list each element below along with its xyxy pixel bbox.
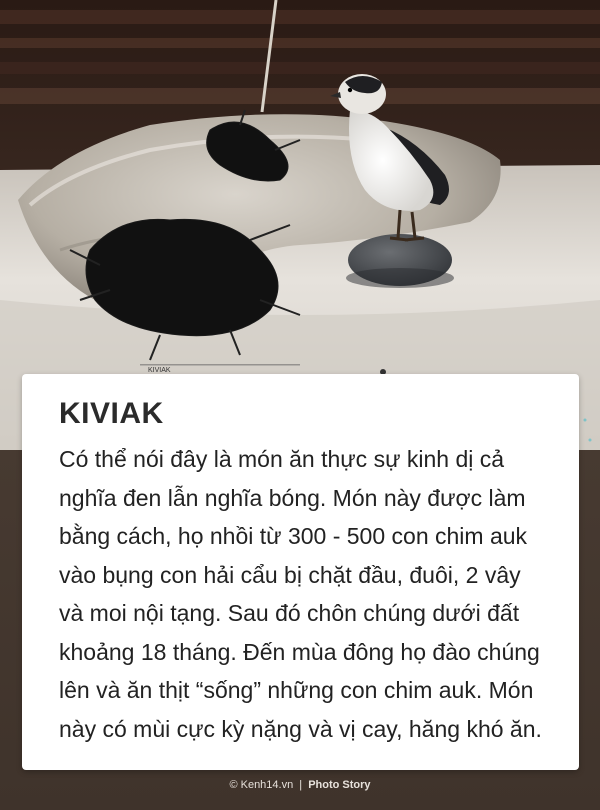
brand-name: Photo Story [308, 779, 371, 791]
text-card [22, 374, 579, 770]
copyright-text: © Kenh14.vn [229, 779, 294, 791]
footer-credit [0, 777, 600, 793]
card-title: KIVIAK [59, 397, 164, 430]
footer-separator: | [299, 779, 303, 791]
exhibit-label: KIVIAK [148, 367, 171, 374]
card-body: Có thể nói đây là món ăn thực sự kinh dị cả nghĩa đen lẫn nghĩa bóng. Món này được làm bằng cách, họ nhồi từ 300 - 500 con chim auk vào bụng con hải cẩu bị chặt đầu, đuôi, 2 vây và moi nội tạng. Sau đó chôn chúng dưới đất khoảng 18 tháng. Đến mùa đông họ đào chúng lên và ăn thịt “sống” những con chim auk. Món này có mùi cực kỳ nặng và vị cay, hăng khó ăn. [59, 446, 542, 742]
